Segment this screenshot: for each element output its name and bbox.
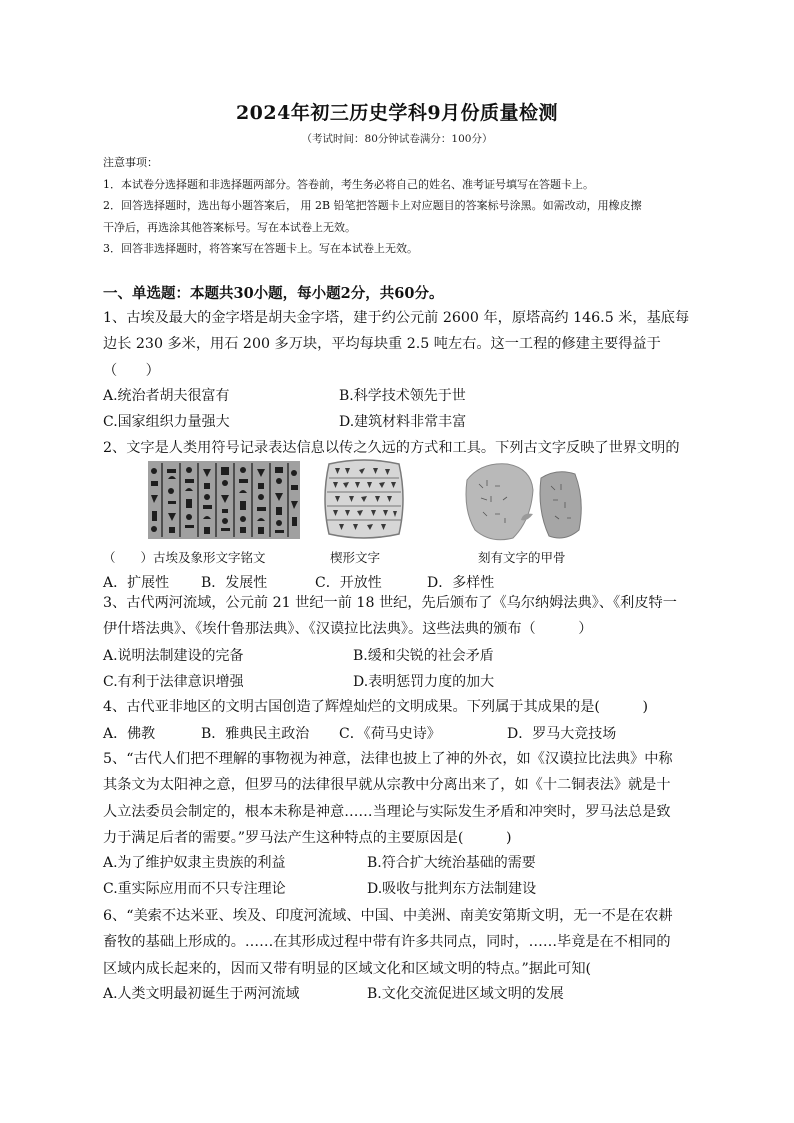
question-line: 畜牧的基础上形成的。……在其形成过程中带有许多共同点，同时，……毕竟是在不相同的 [103, 934, 671, 951]
option-c[interactable]: C.有利于法律意识增强 [103, 674, 244, 690]
option-d[interactable]: D.建筑材料非常丰富 [339, 414, 467, 430]
exam-subtitle: （考试时间：80分钟试卷满分：100分） [301, 133, 493, 145]
question-line: 力于满足后者的需要。”罗马法产生这种特点的主要原因是( ) [103, 830, 512, 847]
option-b[interactable]: B.缓和尖锐的社会矛盾 [353, 648, 494, 664]
option-b[interactable]: B．发展性 [201, 575, 268, 591]
question-4 [103, 694, 753, 720]
question-line: 5、“古代人们把不理解的事物视为神意，法律也披上了神的外衣，如《汉谟拉比法典》中称 [103, 751, 673, 767]
question-line: （ ） [103, 362, 160, 379]
note-line: 1．本试卷分选择题和非选择题两部分。答卷前，考生务必将自己的姓名、准考证号填写在答题卡上。 [103, 177, 594, 191]
question-line: 1、古埃及最大的金字塔是胡夫金字塔，建于约公元前 2600 年，原塔高约 146.5 米，基底每 [103, 310, 690, 326]
option-a[interactable]: A．佛教 [103, 726, 156, 742]
option-a[interactable]: A．扩展性 [103, 575, 170, 591]
question-line: 伊什塔法典》、《埃什鲁那法典》、《汉谟拉比法典》。这些法典的颁布（ ） [103, 621, 593, 638]
caption-oracle-bone: 刻有文字的甲骨 [478, 550, 566, 565]
question-6 [103, 903, 753, 982]
caption-cuneiform: 楔形文字 [330, 550, 381, 565]
question-3 [103, 590, 753, 643]
option-b[interactable]: B．雅典民主政治 [201, 726, 310, 742]
note-line: 干净后，再选涂其他答案标号。写在本试卷上无效。 [103, 220, 356, 234]
option-d[interactable]: D.表明惩罚力度的加大 [353, 674, 495, 690]
question-1-options [103, 383, 753, 435]
option-a[interactable]: A.为了维护奴隶主贵族的利益 [103, 855, 286, 871]
option-b[interactable]: B.文化交流促进区域文明的发展 [367, 986, 564, 1002]
option-c[interactable]: C.重实际应用而不只专注理论 [103, 881, 286, 897]
note-line: 3．回答非选择题时，将答案写在答题卡上。写在本试卷上无效。 [103, 242, 418, 255]
exam-title: 2024年初三历史学科9月份质量检测 [235, 102, 559, 124]
question-3-options [103, 643, 753, 695]
option-d[interactable]: D．多样性 [427, 575, 495, 591]
section-heading: 一、单选题：本题共30小题，每小题2分，共60分。 [103, 285, 444, 302]
note-line: 2．回答选择题时，选出每小题答案后， 用 2B 铅笔把答题卡上对应题目的答案标号涂黑。如需改动，用橡皮擦 [103, 199, 642, 212]
hieroglyph-image [148, 461, 300, 539]
question-line: 2、文字是人类用符号记录表达信息以传之久远的方式和工具。下列古文字反映了世界文明的 [103, 440, 680, 456]
question-line: 区域内成长起来的，因而又带有明显的区域文化和区域文明的特点。”据此可知( [103, 960, 606, 977]
question-line: 6、“美索不达米亚、埃及、印度河流域、中国、中美洲、南美安第斯文明，无一不是在农耕 [103, 908, 673, 924]
caption-hieroglyph: （ ）古埃及象形文字铭文 [103, 550, 266, 565]
option-c[interactable]: C．《荷马史诗》 [339, 726, 441, 742]
question-line: 4、古代亚非地区的文明古国创造了辉煌灿烂的文明成果。下列属于其成果的是( ) [103, 699, 649, 715]
option-d[interactable]: D．罗马大竞技场 [507, 726, 617, 742]
question-5 [103, 746, 753, 852]
option-b[interactable]: B.符合扩大统治基础的需要 [367, 855, 536, 871]
notes-block [103, 152, 743, 260]
notes-heading: 注意事项： [103, 156, 158, 169]
option-d[interactable]: D.吸收与批判东方法制建设 [367, 881, 537, 897]
question-line: 人立法委员会制定的，根本未称是神意……当理论与实际发生矛盾和冲突时，罗马法总是致 [103, 803, 671, 820]
question-5-options [103, 850, 753, 902]
option-a[interactable]: A.统治者胡夫很富有 [103, 388, 230, 404]
option-b[interactable]: B.科学技术领先于世 [339, 388, 466, 404]
cuneiform-image [321, 458, 407, 540]
question-1 [103, 305, 753, 384]
question-line: 边长 230 多米，用石 200 多万块，平均每块重 2.5 吨左右。这一工程的修建主要得益于 [103, 336, 661, 353]
question-line: 3、古代两河流域，公元前 21 世纪一前 18 世纪，先后颁布了《乌尔纳姆法典》、《利皮特一 [103, 595, 677, 611]
question-6-options [103, 981, 753, 1007]
oracle-bone-image [461, 460, 587, 544]
option-c[interactable]: C．开放性 [315, 575, 382, 591]
option-a[interactable]: A.说明法制建设的完备 [103, 648, 244, 664]
question-line: 其条文为太阳神之意，但罗马的法律很早就从宗教中分离出来了，如《十二铜表法》就是十 [103, 777, 671, 794]
option-a[interactable]: A.人类文明最初诞生于两河流域 [103, 986, 300, 1002]
option-c[interactable]: C.国家组织力量强大 [103, 414, 230, 430]
question-4-options [103, 721, 753, 747]
